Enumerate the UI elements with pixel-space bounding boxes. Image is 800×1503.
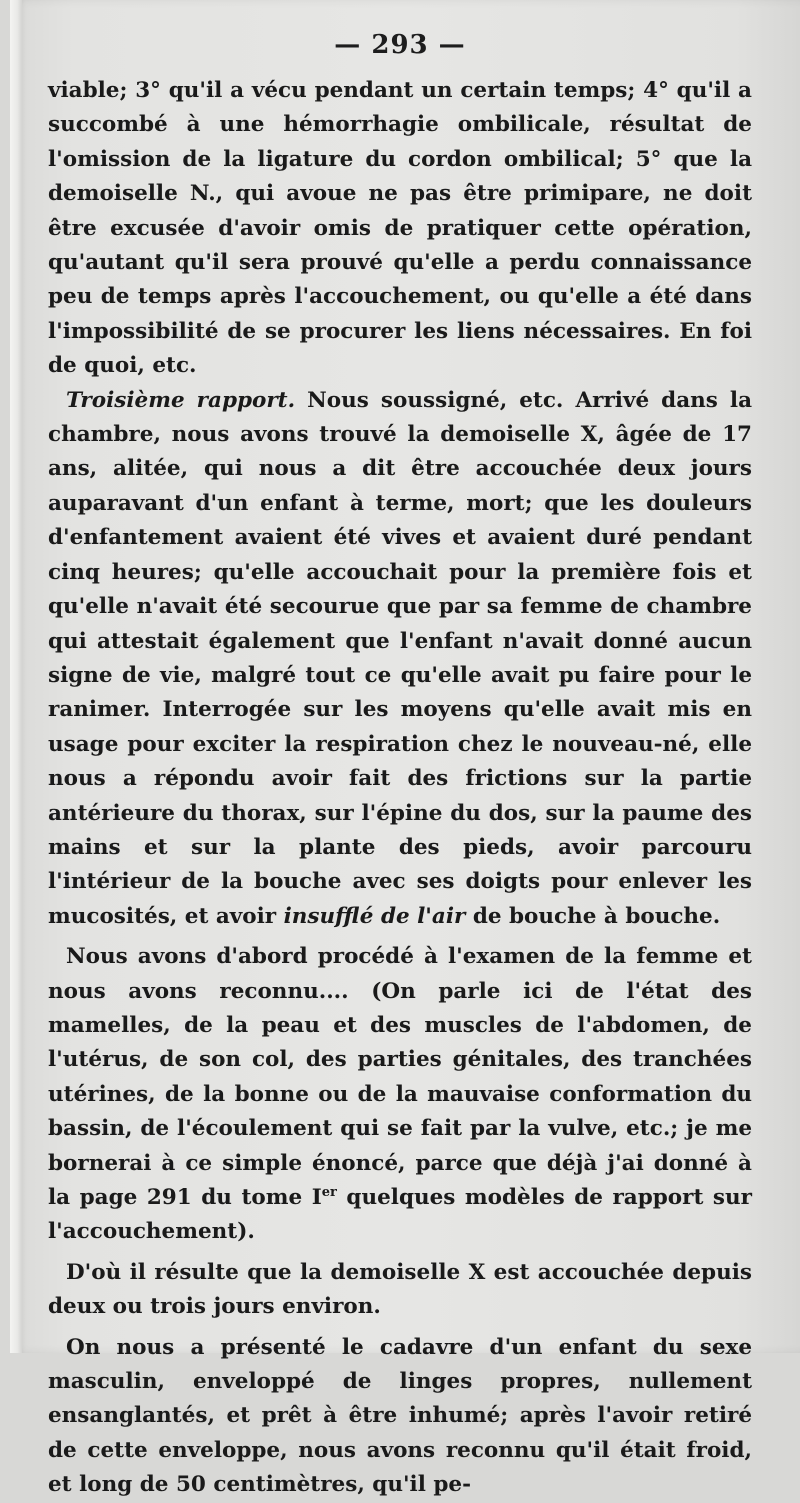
paragraph-text: Nous avons d'abord procédé à l'examen de la femme et nous avons reconnu.... (On parle ici de l'état des mamelles, de la peau et des muscles de l'abdomen, de l'utérus, de son col, des parties génitales, des tranchées utérines, de la bonne ou de la mauvaise conformation du bassin, de l'écoulement qui se fait par la vulve, etc.; je me bornerai à ce simple énoncé, parce que déjà j'ai donné à la page 291 du tome I [48,944,752,1210]
page-body [48,74,752,1503]
paragraph-3 [48,940,752,1250]
italic-phrase: insufflé de l'air [283,903,466,929]
paragraph-text: On nous a présenté le cadavre d'un enfant du sexe masculin, enveloppé de linges propres, nullement ensanglantés, et prêt à être inhumé; après l'avoir retiré de cette enveloppe, nous avons reconnu qu'il était froid, et long de 50 centimètres, qu'il pe- [48,1334,752,1498]
page-number: — 293 — [334,30,466,60]
superscript: er [321,1184,337,1200]
paragraph-text: viable; 3° qu'il a vécu pendant un certain temps; 4° qu'il a succombé à une hémorrhagie ombilicale, résultat de l'omission de la ligature du cordon ombilical; 5° que la demoiselle N., qui avoue ne pas être primipare, ne doit être excusée d'avoir omis de pratiquer cette opération, qu'autant qu'il sera prouvé qu'elle a perdu connaissance peu de temps après l'accouchement, ou qu'elle a été dans l'impossibilité de se procurer les liens nécessaires. En foi de quoi, etc. [48,78,752,379]
paragraph-4 [48,1256,752,1325]
page-edge [10,0,22,1353]
paragraph-text-end: de bouche à bouche. [465,903,721,929]
section-heading: Troisième rapport. [66,387,296,413]
paragraph-1 [48,74,752,384]
paragraph-2 [48,384,752,935]
paragraph-text: D'où il résulte que la demoiselle X est accouchée depuis deux ou trois jours environ. [48,1259,752,1320]
paragraph-text-end: quelques modèles de rapport sur l'accouchement). [48,1185,752,1245]
paragraph-5 [48,1331,752,1503]
paragraph-text: Nous soussigné, etc. Arrivé dans la chambre, nous avons trouvé la demoiselle X, âgée de 17 ans, alitée, qui nous a dit être accouchée deux jours auparavant d'un enfant à terme, mort; que les douleurs d'enfantement avaient été vives et avaient duré pendant cinq heures; qu'elle accouchait pour la première fois et qu'elle n'avait été secourue que par sa femme de chambre qui attestait également que l'enfant n'avait donné aucun signe de vie, malgré tout ce qu'elle avait pu faire pour le ranimer. Interrogée sur les moyens qu'elle avait mis en usage pour exciter la respiration chez le nouveau-né, elle nous a répondu avoir fait des frictions sur la partie antérieure du thorax, sur l'épine du dos, sur la paume des mains et sur la plante des pieds, avoir parcouru l'intérieur de la bouche avec ses doigts pour enlever les mucosités, et avoir [48,387,752,929]
